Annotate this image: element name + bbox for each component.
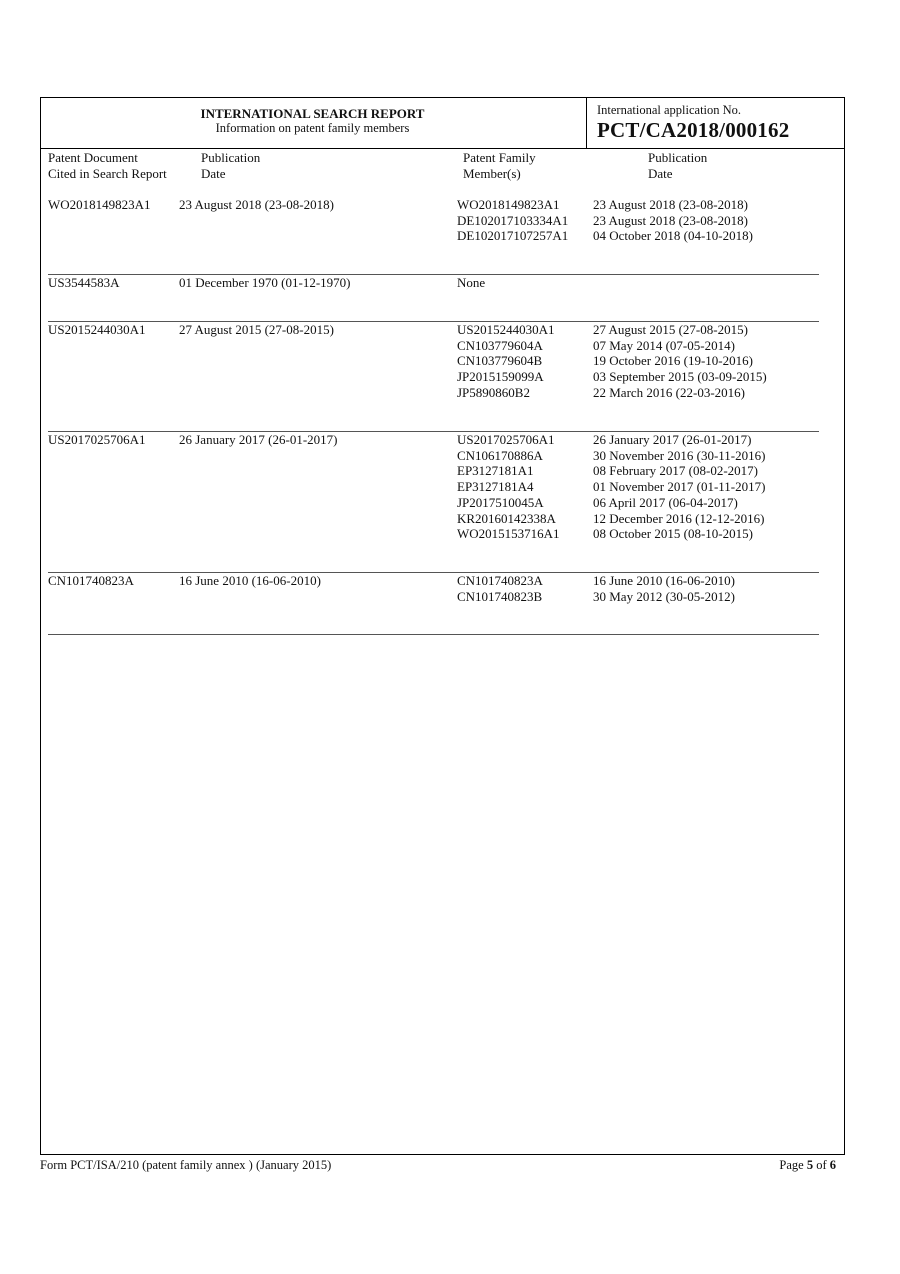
family-member: None	[457, 275, 486, 290]
family-member-date: 30 November 2016 (30-11-2016)	[593, 447, 766, 463]
family-member-date: 07 May 2014 (07-05-2014)	[593, 337, 735, 353]
family-member: EP3127181A1	[457, 463, 534, 479]
family-member: US2015244030A1	[457, 322, 555, 337]
column-header-patent-family	[463, 150, 536, 182]
column-header-line: Publication	[201, 150, 261, 165]
column-header-patent-document	[48, 150, 167, 182]
family-member-date: 23 August 2018 (23-08-2018)	[593, 197, 748, 212]
table-end-divider	[48, 634, 819, 635]
cited-publication-date: 01 December 1970 (01-12-1970)	[179, 275, 351, 290]
family-member: JP2015159099A	[457, 369, 544, 385]
family-member-date: 23 August 2018 (23-08-2018)	[593, 212, 748, 228]
family-member-date: 06 April 2017 (06-04-2017)	[593, 494, 738, 510]
family-member-date: 22 March 2016 (22-03-2016)	[593, 384, 745, 400]
column-header-line: Member(s)	[463, 166, 521, 181]
family-member: WO2015153716A1	[457, 526, 560, 542]
family-member: US2017025706A1	[457, 432, 555, 447]
entry-divider	[48, 274, 819, 275]
page-prefix: Page	[779, 1158, 804, 1172]
family-member: JP2017510045A	[457, 494, 544, 510]
family-member: DE102017103334A1	[457, 212, 569, 228]
application-number-label: International application No.	[597, 103, 742, 117]
family-member-date: 04 October 2018 (04-10-2018)	[593, 228, 753, 244]
family-member-date: 08 October 2015 (08-10-2015)	[593, 526, 753, 542]
family-member: CN106170886A	[457, 447, 543, 463]
family-member: CN101740823A	[457, 573, 543, 588]
cited-document: CN101740823A	[48, 573, 134, 588]
form-identifier: Form PCT/ISA/210 (patent family annex ) (January 2015)	[40, 1158, 332, 1172]
cited-document: US3544583A	[48, 275, 120, 290]
column-header-line: Cited in Search Report	[48, 166, 167, 181]
cited-document: US2015244030A1	[48, 322, 146, 337]
column-header-line: Date	[648, 166, 673, 181]
report-subtitle: Information on patent family members	[215, 121, 410, 135]
column-header-line: Patent Family	[463, 150, 536, 165]
family-member: CN103779604B	[457, 353, 543, 369]
family-member-date: 19 October 2016 (19-10-2016)	[593, 353, 753, 369]
cited-document: US2017025706A1	[48, 432, 146, 447]
family-member: CN103779604A	[457, 337, 543, 353]
report-title-block	[180, 106, 445, 135]
cited-document: WO2018149823A1	[48, 197, 151, 212]
family-member: WO2018149823A1	[457, 197, 560, 212]
column-header-line: Patent Document	[48, 150, 138, 165]
family-member: EP3127181A4	[457, 479, 534, 495]
page-number: 5	[806, 1158, 814, 1172]
family-member: KR20160142338A	[457, 510, 556, 526]
family-member: JP5890860B2	[457, 384, 530, 400]
page-indicator	[779, 1158, 836, 1173]
page-of: of	[816, 1158, 827, 1172]
column-header-line: Publication	[648, 150, 708, 165]
column-header-line: Date	[201, 166, 226, 181]
application-number: PCT/CA2018/000162	[597, 118, 790, 142]
cited-publication-date: 27 August 2015 (27-08-2015)	[179, 322, 334, 337]
family-member: DE102017107257A1	[457, 228, 569, 244]
column-header-family-publication-date	[648, 150, 707, 182]
family-member-date: 27 August 2015 (27-08-2015)	[593, 322, 748, 337]
report-title: INTERNATIONAL SEARCH REPORT	[200, 106, 425, 121]
cited-publication-date: 26 January 2017 (26-01-2017)	[179, 432, 338, 447]
family-member-date: 16 June 2010 (16-06-2010)	[593, 573, 735, 588]
column-header-publication-date	[201, 150, 260, 182]
family-member-date: 26 January 2017 (26-01-2017)	[593, 432, 752, 447]
cited-publication-date: 23 August 2018 (23-08-2018)	[179, 197, 334, 212]
family-member-date: 03 September 2015 (03-09-2015)	[593, 369, 767, 385]
family-member-date: 12 December 2016 (12-12-2016)	[593, 510, 765, 526]
family-member-date: 30 May 2012 (30-05-2012)	[593, 588, 735, 604]
family-member-date: 01 November 2017 (01-11-2017)	[593, 479, 766, 495]
family-member-date: 08 February 2017 (08-02-2017)	[593, 463, 758, 479]
family-member: CN101740823B	[457, 588, 543, 604]
report-frame	[40, 97, 845, 1155]
page-total: 6	[829, 1158, 836, 1172]
cited-publication-date: 16 June 2010 (16-06-2010)	[179, 573, 321, 588]
